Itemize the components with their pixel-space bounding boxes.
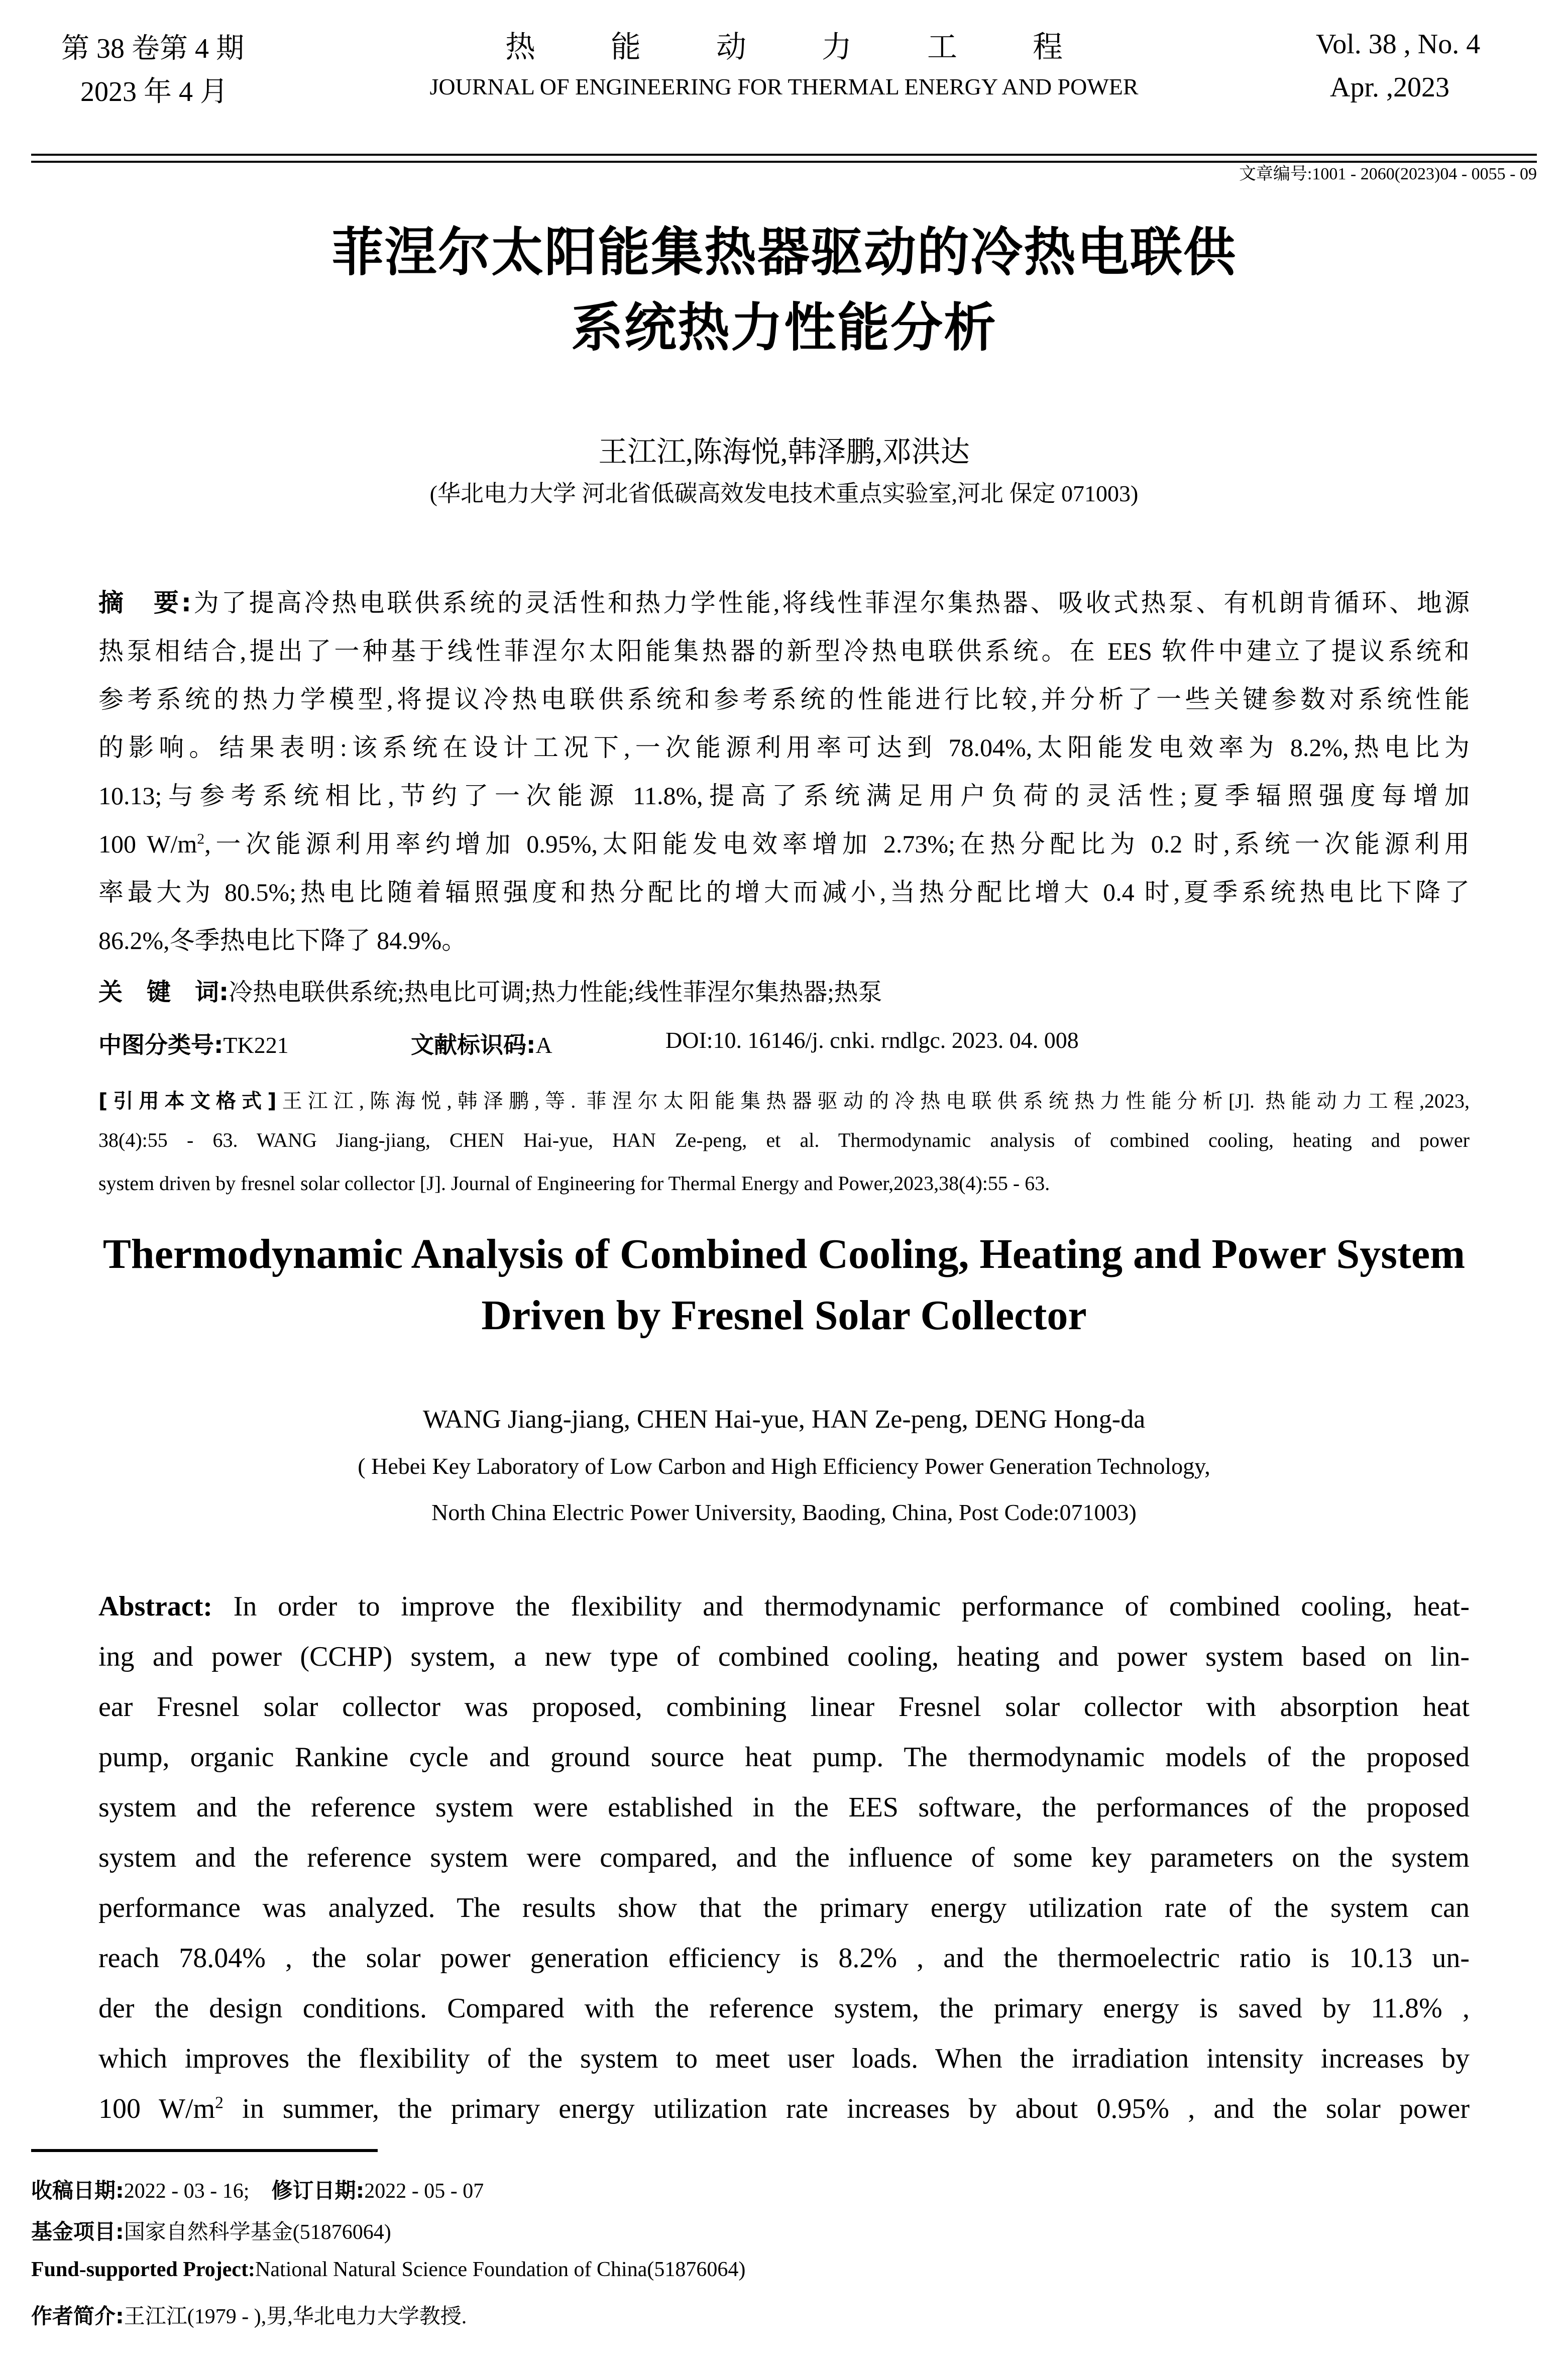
clc-number: 中图分类号:TK221 xyxy=(98,1031,289,1058)
authors-en: WANG Jiang-jiang, CHEN Hai-yue, HAN Ze-peng, DENG Hong-da xyxy=(422,1405,1146,1434)
received-revised-dates: 收稿日期:2022 - 03 - 16; 修订日期:2022 - 05 - 07 xyxy=(31,2178,484,2203)
citation-label: [引用本文格式] xyxy=(98,1090,277,1113)
abstract-en-line: system and the reference system were compared, and the influence of some key parameters on the system xyxy=(98,1842,1470,1873)
abstract-en-line: ear Fresnel solar collector was proposed, combining linear Fresnel solar collector with absorption heat xyxy=(98,1691,1470,1723)
abstract-cn-line: 率最大为 80.5%;热电比随着辐照强度和热分配比的增大而减小,当热分配比增大 0.4 时,夏季系统热电比下降了 xyxy=(98,878,1470,906)
abstract-en-line: pump, organic Rankine cycle and ground source heat pump. The thermodynamic models of the proposed xyxy=(98,1742,1470,1773)
abstract-cn-label: 摘 要: xyxy=(98,588,191,617)
date-cn: 2023 年 4 月 xyxy=(80,76,228,108)
footnote-rule xyxy=(31,2149,378,2152)
citation-line: 38(4):55 - 63. WANG Jiang-jiang, CHEN Hai-yue, HAN Ze-peng, et al. Thermodynamic analysis of combined cooling, heating and power xyxy=(98,1129,1470,1151)
abstract-en-line: 100 $W/m^2$ in summer, the primary energy utilization rate increases by about 0.95% , and the solar power xyxy=(98,2093,1470,2124)
fund-project-en: Fund-supported Project:National Natural Science Foundation of China(51876064) xyxy=(31,2258,746,2281)
abstract-en-line: which improves the flexibility of the system to meet user loads. When the irradiation intensity increases by xyxy=(98,2043,1470,2074)
abstract-en-line: system and the reference system were established in the EES software, the performances of the proposed xyxy=(98,1792,1470,1823)
affiliation-en-line1: ( Hebei Key Laboratory of Low Carbon and High Efficiency Power Generation Technology, xyxy=(358,1453,1210,1479)
doi[interactable]: DOI:10. 16146/j. cnki. rndlgc. 2023. 04. 008 xyxy=(665,1027,1079,1053)
abstract-en-line: ing and power (CCHP) system, a new type of combined cooling, heating and power system based on lin- xyxy=(98,1641,1470,1672)
journal-title-cn: 热能动力工程 xyxy=(505,31,1138,64)
journal-title-en: JOURNAL OF ENGINEERING FOR THERMAL ENERGY AND POWER xyxy=(429,74,1139,99)
abstract-cn-line: 10.13;与参考系统相比,节约了一次能源 11.8%,提高了系统满足用户负荷的灵活性;夏季辐照强度每增加 xyxy=(98,782,1470,810)
keywords-value: 冷热电联供系统;热电比可调;热力性能;线性菲涅尔集热器;热泵 xyxy=(229,979,882,1006)
affiliation-cn: (华北电力大学 河北省低碳高效发电技术重点实验室,河北 保定 071003) xyxy=(429,481,1139,506)
abstract-cn-line: 热泵相结合,提出了一种基于线性菲涅尔太阳能集热器的新型冷热电联供系统。在 EES 软件中建立了提议系统和 xyxy=(98,637,1470,665)
affiliation-en-line2: North China Electric Power University, Baoding, China, Post Code:071003) xyxy=(431,1499,1137,1525)
keywords-cn xyxy=(98,973,882,1007)
abstract-cn-line: 100 $W/m^2$,一次能源利用率约增加 0.95%,太阳能发电效率增加 2.73%;在热分配比为 0.2 时,系统一次能源利用 xyxy=(98,830,1470,858)
document-code: 文献标识码:A xyxy=(411,1031,552,1058)
header-rule-top xyxy=(31,154,1537,156)
abstract-en-line: der the design conditions. Compared with the reference system, the primary energy is saved by 11.8% , xyxy=(98,1993,1470,2024)
abstract-cn-line: 的影响。结果表明:该系统在设计工况下,一次能源利用率可达到 78.04%,太阳能发电效率为 8.2%,热电比为 xyxy=(98,733,1470,762)
citation-line: [引用本文格式]王江江,陈海悦,韩泽鹏,等. 菲涅尔太阳能集热器驱动的冷热电联供系统热力性能分析[J]. 热能动力工程,2023, xyxy=(98,1090,1470,1113)
title-en-line2: Driven by Fresnel Solar Collector xyxy=(481,1292,1087,1339)
abstract-cn-line: 86.2%,冬季热电比下降了 84.9%。 xyxy=(98,926,467,954)
fund-project-cn: 基金项目:国家自然科学基金(51876064) xyxy=(31,2219,391,2244)
author-bio: 作者简介:王江江(1979 - ),男,华北电力大学教授. xyxy=(31,2304,467,2328)
citation-line: system driven by fresnel solar collector [J]. Journal of Engineering for Thermal Energy and Power,2023,38(4):55 - 63. xyxy=(98,1172,1050,1195)
date-en: Apr. ,2023 xyxy=(1330,72,1449,103)
abstract-en-line: performance was analyzed. The results show that the primary energy utilization rate of the system can xyxy=(98,1892,1470,1923)
keywords-label: 关 键 词: xyxy=(98,978,229,1006)
abstract-cn-line: 参考系统的热力学模型,将提议冷热电联供系统和参考系统的性能进行比较,并分析了一些关键参数对系统性能 xyxy=(98,685,1470,713)
abstract-en-line: Abstract: In order to improve the flexibility and thermodynamic performance of combined cooling, heat- xyxy=(98,1591,1470,1622)
abstract-en-line: reach 78.04% , the solar power generation efficiency is 8.2% , and the thermoelectric ratio is 10.13 un- xyxy=(98,1943,1470,1974)
title-en-line1: Thermodynamic Analysis of Combined Cooling, Heating and Power System xyxy=(102,1231,1466,1277)
article-number: 文章编号:1001 - 2060(2023)04 - 0055 - 09 xyxy=(1239,165,1537,183)
volume-issue-en: Vol. 38 , No. 4 xyxy=(1316,29,1481,60)
title-cn-line1: 菲涅尔太阳能集热器驱动的冷热电联供 xyxy=(331,222,1237,283)
abstract-en-label: Abstract: xyxy=(98,1591,213,1622)
title-cn-line2: 系统热力性能分析 xyxy=(571,297,997,358)
volume-issue-cn: 第 38 卷第 4 期 xyxy=(61,33,244,64)
abstract-cn-line: 摘 要:为了提高冷热电联供系统的灵活性和热力学性能,将线性菲涅尔集热器、吸收式热泵、有机朗肯循环、地源 xyxy=(98,588,1470,617)
authors-cn: 王江江,陈海悦,韩泽鹏,邓洪达 xyxy=(598,436,970,468)
